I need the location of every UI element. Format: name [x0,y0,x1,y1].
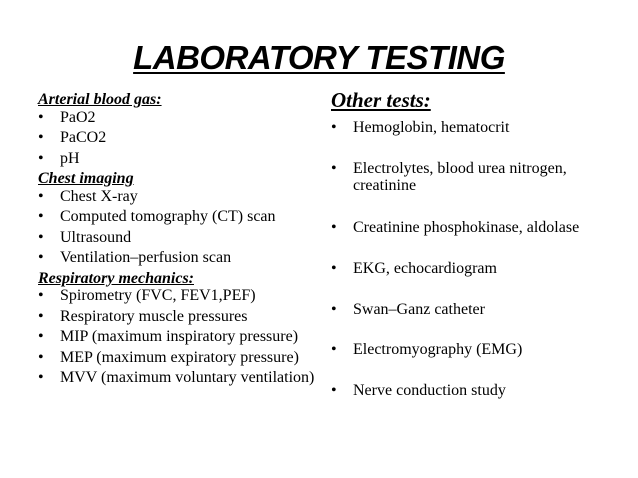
list-item [331,119,621,137]
list-item [38,328,318,346]
bullet-icon: • [38,129,44,146]
list-item-text: PaO2 [60,108,96,126]
list-item [38,369,318,387]
bullet-icon: • [331,381,337,399]
list-item-text: MEP (maximum expiratory pressure) [60,348,299,366]
list-item [331,341,621,359]
bullet-icon: • [38,249,44,266]
list-item-text: Creatinine phosphokinase, aldolase [353,218,580,236]
bullet-icon: • [331,260,337,277]
section-heading: Chest imaging [38,170,134,187]
bullet-icon: • [38,348,44,366]
right-column [331,88,621,422]
bullet-icon: • [331,341,337,358]
list-item [331,219,621,237]
list-item-text: Swan–Ganz catheter [353,300,485,318]
list-item [38,229,318,247]
bullet-icon: • [38,287,44,304]
list-item-text: Spirometry (FVC, FEV1,PEF) [60,287,256,304]
list-item-text: Nerve conduction study [353,381,506,399]
list-item [331,382,621,400]
list-item-text: Ultrasound [60,228,132,246]
list-item-text: Electrolytes, blood urea nitrogen, creatinine [353,159,567,194]
list-item [331,260,621,278]
list-item-text: Chest X-ray [60,187,138,205]
bullet-icon: • [38,328,44,345]
list-item [331,301,621,319]
list-item [331,160,621,195]
section-heading: Respiratory mechanics: [38,269,194,287]
list-item [38,308,318,326]
section-heading: Arterial blood gas: [38,91,162,108]
list-item [38,249,318,267]
list-item-text: Electromyography (EMG) [353,341,523,358]
bullet-icon: • [331,300,337,318]
list-item [38,150,318,168]
section-respiratory-mechanics [38,270,318,387]
bullet-icon: • [38,369,44,386]
left-column [38,91,318,390]
list-item [38,349,318,367]
section-heading-other-tests: Other tests: [331,88,431,112]
bullet-icon: • [331,218,337,236]
list-item [38,109,318,127]
bullet-icon: • [38,307,44,325]
list-item-text: Computed tomography (CT) scan [60,208,276,225]
list-item-text: Hemoglobin, hematocrit [353,119,510,136]
list-item-text: EKG, echocardiogram [353,260,497,277]
bullet-icon: • [38,108,44,126]
list-item [38,129,318,147]
list-item-text: Ventilation–perfusion scan [60,249,232,266]
list-item [38,208,318,226]
bullet-icon: • [38,187,44,205]
list-item-text: MVV (maximum voluntary ventilation) [60,369,315,386]
bullet-icon: • [38,228,44,246]
section-chest-imaging [38,170,318,267]
list-item-text: Respiratory muscle pressures [60,307,248,325]
bullet-icon: • [331,159,337,177]
list-item-text: PaCO2 [60,129,107,146]
list-item-text: pH [60,149,80,167]
list-item [38,188,318,206]
slide-title: LABORATORY TESTING [133,39,505,76]
list-item [38,287,318,305]
section-arterial-blood-gas [38,91,318,167]
bullet-icon: • [38,149,44,167]
bullet-icon: • [331,119,337,136]
list-item-text: MIP (maximum inspiratory pressure) [60,328,299,345]
bullet-icon: • [38,208,44,225]
